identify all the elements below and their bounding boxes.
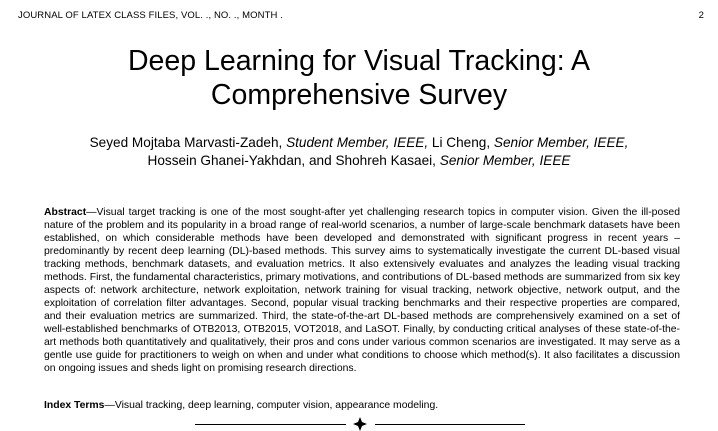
author-3-role: Senior Member, IEEE	[439, 153, 571, 168]
divider-rule-left	[195, 424, 346, 425]
author-2-role: Senior Member, IEEE,	[493, 135, 629, 150]
diamond-ornament-icon	[353, 417, 367, 431]
paper-title	[0, 44, 718, 112]
author-3-name: Hossein Ghanei-Yakhdan, and Shohreh Kasaei,	[147, 153, 436, 168]
abstract	[44, 206, 680, 375]
index-terms-label: Index Terms	[44, 400, 105, 411]
index-terms	[44, 399, 680, 412]
author-list	[0, 134, 718, 170]
abstract-text: —Visual target tracking is one of the most sought-after yet challenging research topics in computer vision. Given the ill-posed nature of the problem and its popularity in a broad range of real-world scenarios, a number of large-scale benchmark datasets have been established, on which considerable methods have been developed and demonstrated with significant progress in recent years – predominantly by recent deep learning (DL)-based methods. This survey aims to systematically investigate the current DL-based visual tracking methods, benchmark datasets, and evaluation metrics. It also extensively evaluates and analyzes the leading visual tracking methods. First, the fundamental characteristics, primary motivations, and contributions of DL-based methods are summarized from six key aspects of: network architecture, network exploitation, network training for visual tracking, network objective, network output, and the exploitation of correlation filter advantages. Second, popular visual tracking benchmarks and their respective properties are compared, and their evaluation metrics are summarized. Third, the state-of-the-art DL-based methods are comprehensively examined on a set of well-established benchmarks of OTB2013, OTB2015, VOT2018, and LaSOT. Finally, by conducting critical analyses of these state-of-the-art methods both quantitatively and qualitatively, their pros and cons under various common scenarios are investigated. It may serve as a gentle use guide for practitioners to weigh on when and under what conditions to choose which method(s). It also facilitates a discussion on ongoing issues and sheds light on promising research directions.	[44, 207, 680, 374]
journal-header: JOURNAL OF LATEX CLASS FILES, VOL. ., NO. ., MONTH .	[18, 10, 283, 21]
author-1-name: Seyed Mojtaba Marvasti-Zadeh,	[89, 135, 283, 150]
title-line-2: Comprehensive Survey	[210, 79, 508, 111]
running-head	[18, 10, 704, 24]
title-line-1: Deep Learning for Visual Tracking: A	[127, 45, 591, 77]
divider-rule-right	[375, 424, 525, 425]
author-2-name: Li Cheng,	[431, 135, 491, 150]
abstract-label: Abstract	[44, 207, 87, 218]
index-terms-text: —Visual tracking, deep learning, computer vision, appearance modeling.	[104, 400, 439, 411]
section-divider	[0, 417, 718, 431]
author-1-role: Student Member, IEEE,	[286, 135, 429, 150]
page-number: 2	[698, 10, 704, 21]
